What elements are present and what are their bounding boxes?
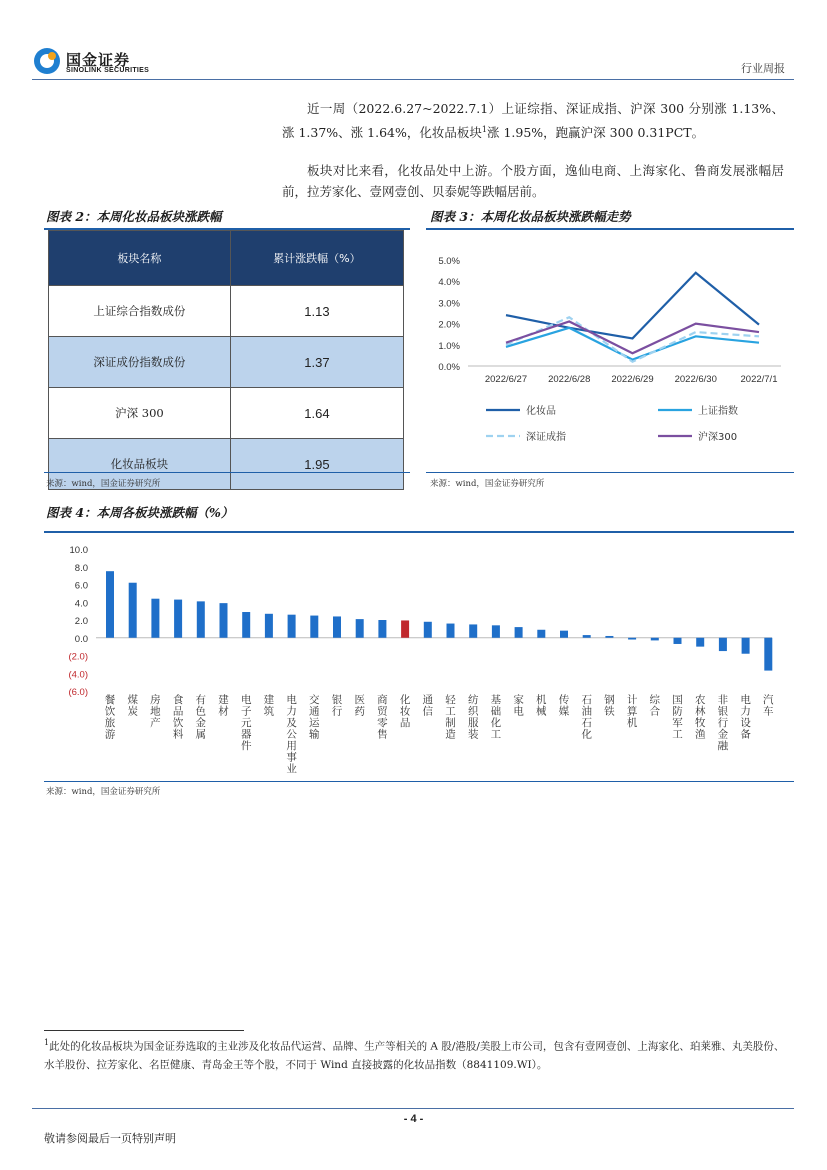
x-tick-label: 2022/6/27 [484, 374, 528, 385]
footnote-ref: 1 [481, 125, 487, 134]
bar [764, 638, 772, 671]
bar [674, 638, 682, 644]
page-number: - 4 - [403, 1113, 424, 1125]
table-row [49, 337, 404, 388]
x-tick-label: 国防军工 [672, 694, 683, 741]
bar [356, 619, 364, 638]
table-header-name: 板块名称 [49, 231, 231, 286]
fig3-bottom-rule [426, 472, 794, 473]
footnote-text: 此处的化妆品板块为国金证券选取的主业涉及化妆品代运营、品牌、生产等相关的 A 股/港股/美股上市公司，包含有壹网壹创、上海家化、珀莱雅、丸美股份、水羊股份、拉芳家化、名臣健康、青岛金王等个股，不同于 Wind 直接披露的化妆品指数（8841109.WI）。 [44, 1040, 785, 1071]
x-tick-label: 有色金属 [195, 694, 207, 741]
table-header-value: 累计涨跌幅（%） [230, 231, 403, 286]
x-tick-label: 商贸零售 [377, 694, 388, 741]
legend-label: 化妆品 [526, 406, 556, 417]
y-tick-label: 4.0 [74, 598, 88, 610]
x-tick-label: 建材 [218, 694, 229, 718]
x-tick-label: 汽车 [763, 694, 774, 718]
row-value: 1.64 [230, 388, 403, 439]
fig3-title: 图表 3：本周化妆品板块涨跌幅走势 [430, 209, 631, 224]
table-header-row [49, 231, 404, 286]
paragraph-1 [282, 98, 784, 143]
bar [696, 638, 704, 647]
x-tick-label: 2022/6/29 [611, 374, 654, 385]
x-tick-label: 钢铁 [604, 694, 615, 718]
y-tick-label: 2.0% [438, 319, 460, 331]
bar [537, 630, 545, 638]
x-tick-label: 交通运输 [309, 694, 320, 741]
x-tick-label: 2022/6/28 [548, 374, 591, 385]
x-tick-label: 综合 [649, 694, 661, 718]
bar [401, 620, 409, 637]
x-tick-label: 煤炭 [127, 694, 138, 718]
bar [106, 571, 114, 638]
bar [129, 583, 137, 638]
bar [378, 620, 386, 638]
bar [265, 614, 273, 638]
bar [492, 625, 500, 637]
y-tick-label: (6.0) [68, 687, 88, 698]
x-tick-label: 农林牧渔 [694, 694, 706, 741]
logo-icon [32, 46, 62, 76]
fig2-table [48, 230, 404, 490]
x-tick-label: 传媒 [558, 694, 570, 718]
bar [174, 600, 182, 638]
x-tick-label: 电子元器件 [240, 694, 252, 752]
row-value: 1.95 [230, 439, 403, 490]
line-chart [426, 232, 794, 472]
row-value: 1.37 [230, 337, 403, 388]
bar [651, 638, 659, 641]
bar-chart [44, 535, 794, 780]
table-row [49, 286, 404, 337]
x-tick-label: 化妆品 [399, 694, 411, 729]
logo-sub: SINOLINK SECURITIES [66, 67, 150, 74]
x-tick-label: 纺织服装 [467, 694, 479, 741]
header-divider [32, 79, 794, 80]
x-tick-label: 银行 [331, 694, 343, 718]
y-tick-label: 0.0 [74, 633, 88, 645]
bar [310, 616, 318, 638]
fig2-source: 来源：wind，国金证券研究所 [46, 479, 161, 489]
legend-label: 上证指数 [698, 406, 738, 417]
bar [333, 616, 341, 637]
logo-name: 国金证券 [66, 51, 131, 69]
x-tick-label: 通信 [422, 694, 434, 718]
row-name: 化妆品板块 [49, 439, 231, 490]
series-line-0 [506, 273, 759, 339]
series-line-1 [506, 328, 759, 360]
x-tick-label: 2022/7/1 [740, 374, 778, 385]
y-tick-label: (2.0) [68, 651, 88, 663]
para1-tail: 涨 1.95%，跑赢沪深 300 0.31PCT。 [486, 125, 705, 141]
fig3-source: 来源：wind，国金证券研究所 [430, 479, 545, 489]
y-tick-label: 6.0 [74, 580, 88, 592]
y-tick-label: (4.0) [68, 669, 88, 681]
x-tick-label: 2022/6/30 [674, 374, 717, 385]
fig4-source: 来源：wind，国金证券研究所 [46, 787, 161, 797]
y-tick-label: 3.0% [438, 298, 460, 310]
x-tick-label: 房地产 [150, 694, 161, 729]
bar [447, 624, 455, 638]
x-tick-label: 石油石化 [581, 694, 592, 741]
x-tick-label: 建筑 [263, 694, 275, 718]
y-tick-label: 10.0 [69, 545, 88, 556]
bar [151, 599, 159, 638]
bar [242, 612, 250, 638]
bar [719, 638, 727, 651]
x-tick-label: 医药 [354, 694, 365, 718]
footnote-rule [44, 1030, 244, 1031]
y-tick-label: 8.0 [74, 562, 88, 574]
bar [288, 615, 296, 638]
fig2-title: 图表 2：本周化妆品板块涨跌幅 [46, 209, 222, 224]
y-tick-label: 4.0% [438, 277, 460, 289]
bar [605, 636, 613, 638]
bar [197, 601, 205, 637]
bar [469, 624, 477, 637]
x-tick-label: 基础化工 [490, 694, 502, 741]
para1-text: 近一周（2022.6.27~2022.7.1）上证综指、深证成指、沪深 300 分别涨 1.13%、涨 1.37%、涨 1.64%，化妆品板块 [282, 101, 784, 141]
y-tick-label: 0.0% [438, 362, 460, 373]
x-tick-label: 电力及公用事业 [286, 694, 297, 775]
footnote [44, 1034, 792, 1074]
fig4-bottom-rule [44, 781, 794, 782]
bar [742, 638, 750, 654]
doc-type: 行业周报 [741, 62, 785, 75]
row-value: 1.13 [230, 286, 403, 337]
y-tick-label: 1.0% [438, 340, 460, 352]
x-tick-label: 电力设备 [740, 694, 751, 741]
x-tick-label: 食品饮料 [172, 694, 184, 741]
fig3-rule [426, 228, 794, 230]
legend-label: 深证成指 [526, 432, 566, 443]
x-tick-label: 轻工制造 [445, 694, 456, 741]
x-tick-label: 家电 [513, 694, 524, 718]
legend-label: 沪深300 [698, 432, 738, 443]
bar [220, 603, 228, 638]
x-tick-label: 计算机 [626, 694, 638, 729]
footer-divider [32, 1108, 794, 1109]
bar [424, 622, 432, 638]
bar [515, 627, 523, 638]
fig4-rule [44, 531, 794, 533]
row-name: 沪深 300 [49, 388, 231, 439]
x-tick-label: 非银行金融 [717, 694, 729, 752]
bar [583, 635, 591, 638]
x-tick-label: 机械 [536, 694, 547, 718]
row-name: 深证成份指数成份 [49, 337, 231, 388]
table-row [49, 388, 404, 439]
fig2-bottom-rule [44, 472, 410, 473]
bar [628, 638, 636, 640]
footnote-marker: 1 [44, 1038, 50, 1047]
x-tick-label: 餐饮旅游 [104, 694, 116, 741]
fig4-title: 图表 4：本周各板块涨跌幅（%） [46, 505, 234, 520]
y-tick-label: 2.0 [74, 616, 88, 627]
row-name: 上证综合指数成份 [49, 286, 231, 337]
bar [560, 631, 568, 638]
paragraph-2: 板块对比来看，化妆品处中上游。个股方面，逸仙电商、上海家化、鲁商发展涨幅居前，拉芳家化、壹网壹创、贝泰妮等跌幅居前。 [282, 163, 784, 199]
y-tick-label: 5.0% [438, 256, 460, 267]
disclaimer: 敬请参阅最后一页特别声明 [44, 1132, 176, 1145]
